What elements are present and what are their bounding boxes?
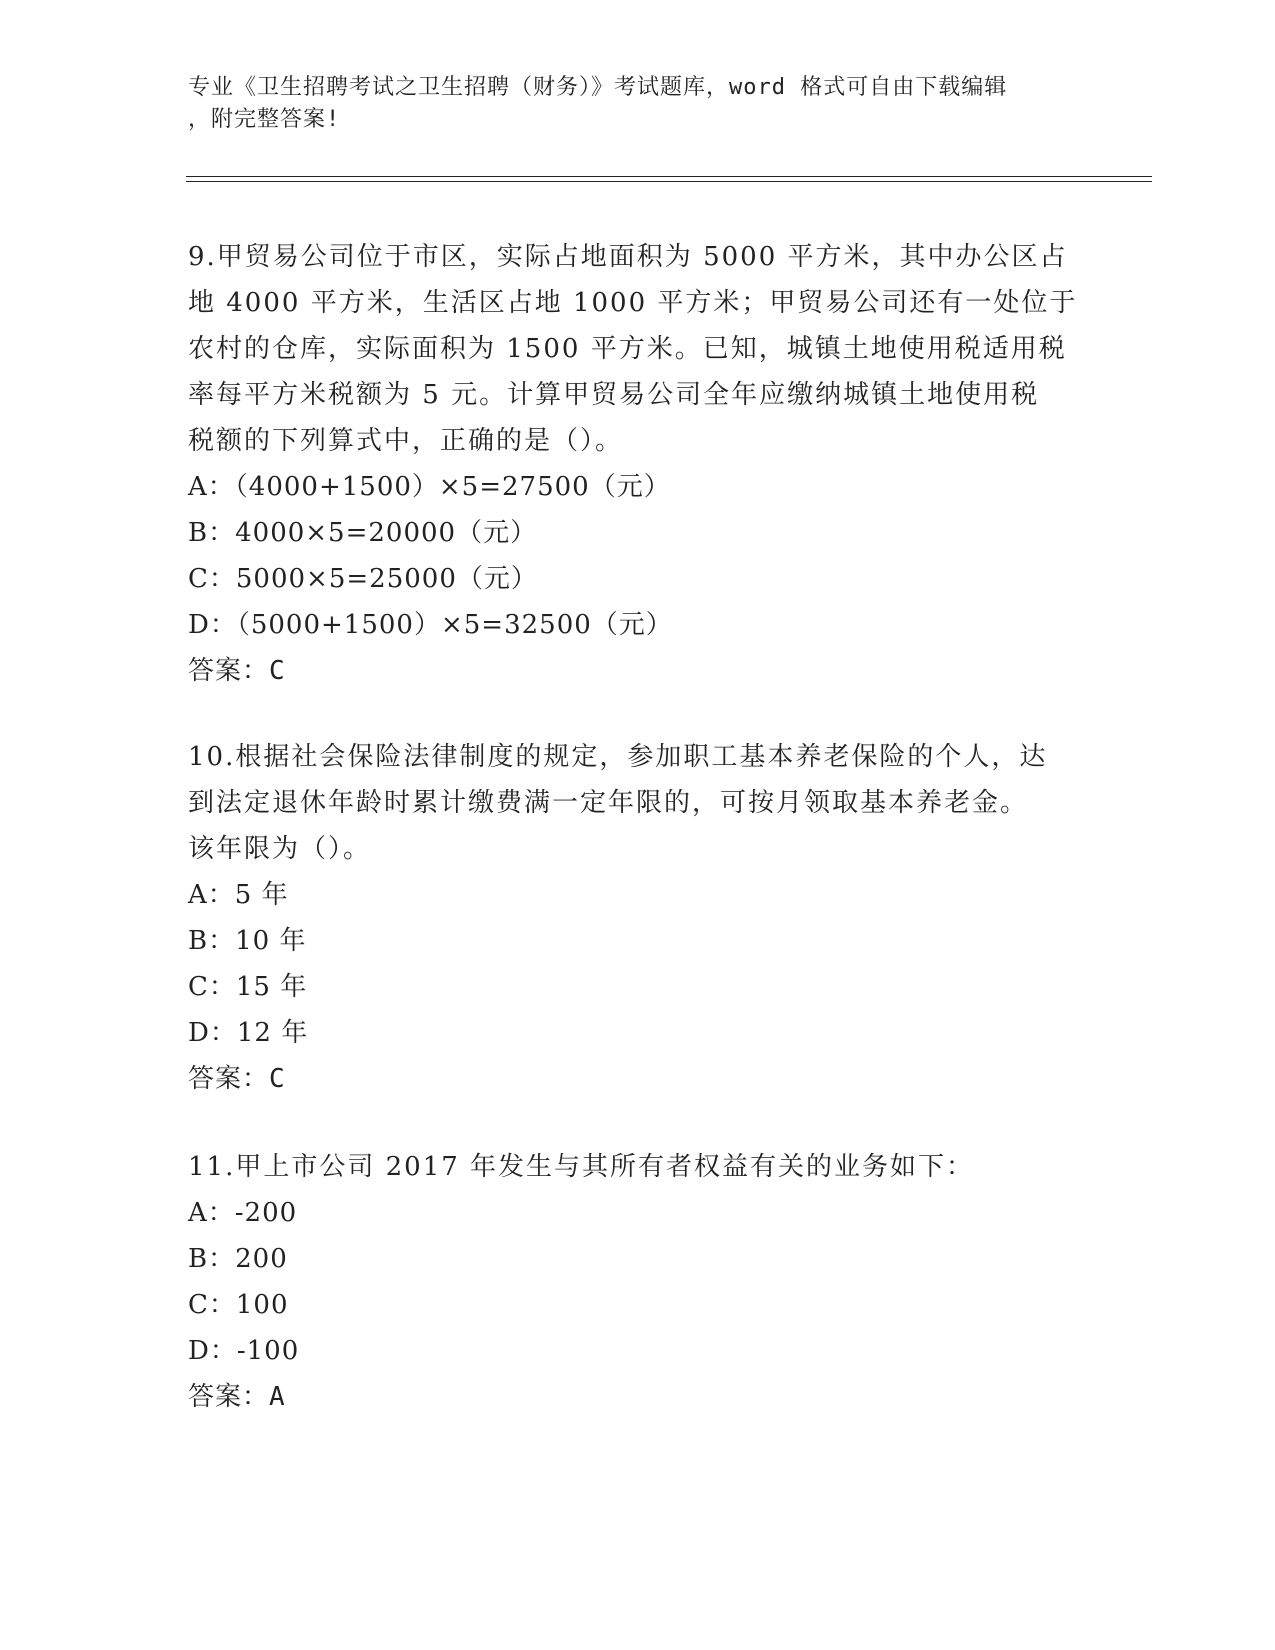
- header-divider: [186, 181, 1152, 182]
- option-b: B：10 年: [188, 926, 307, 956]
- question-stem-line: 10.根据社会保险法律制度的规定，参加职工基本养老保险的个人，达: [188, 742, 1048, 772]
- question-stem-line: 到法定退休年龄时累计缴费满一定年限的，可按月领取基本养老金。: [188, 788, 1029, 818]
- option-c: C：5000×5=25000（元）: [188, 564, 538, 594]
- question-stem-line: 11.甲上市公司 2017 年发生与其所有者权益有关的业务如下：: [188, 1152, 975, 1182]
- option-a: A：5 年: [188, 880, 289, 910]
- option-c: C：15 年: [188, 972, 308, 1002]
- question-block: [188, 1144, 1088, 1420]
- option-d: D：（5000+1500）×5=32500（元）: [188, 610, 673, 640]
- question-stem-line: 率每平方米税额为 5 元。计算甲贸易公司全年应缴纳城镇土地使用税: [188, 380, 1040, 410]
- question-block: [188, 234, 1088, 694]
- option-d: D：12 年: [188, 1018, 309, 1048]
- question-block: [188, 734, 1088, 1102]
- option-c: C：100: [188, 1290, 289, 1320]
- option-b: B：4000×5=20000（元）: [188, 518, 538, 548]
- option-b: B：200: [188, 1244, 288, 1274]
- option-d: D：-100: [188, 1336, 300, 1366]
- option-a: A：（4000+1500）×5=27500（元）: [188, 472, 671, 502]
- question-stem-line: 地 4000 平方米，生活区占地 1000 平方米；甲贸易公司还有一处位于: [188, 288, 1078, 318]
- document-header: [188, 72, 1088, 136]
- header-divider: [186, 176, 1152, 177]
- question-stem-line: 税额的下列算式中，正确的是（）。: [188, 426, 624, 456]
- header-line: ，附完整答案!: [188, 107, 341, 132]
- answer-line: 答案：C: [188, 1064, 286, 1094]
- header-line: 专业《卫生招聘考试之卫生招聘（财务）》考试题库，word 格式可自由下载编辑: [188, 75, 1008, 100]
- answer-line: 答案：A: [188, 1382, 286, 1412]
- question-stem-line: 9.甲贸易公司位于市区，实际占地面积为 5000 平方米，其中办公区占: [188, 242, 1068, 272]
- question-stem-line: 农村的仓库，实际面积为 1500 平方米。已知，城镇土地使用税适用税: [188, 334, 1067, 364]
- answer-line: 答案：C: [188, 656, 286, 686]
- option-a: A：-200: [188, 1198, 298, 1228]
- question-stem-line: 该年限为（）。: [188, 834, 372, 864]
